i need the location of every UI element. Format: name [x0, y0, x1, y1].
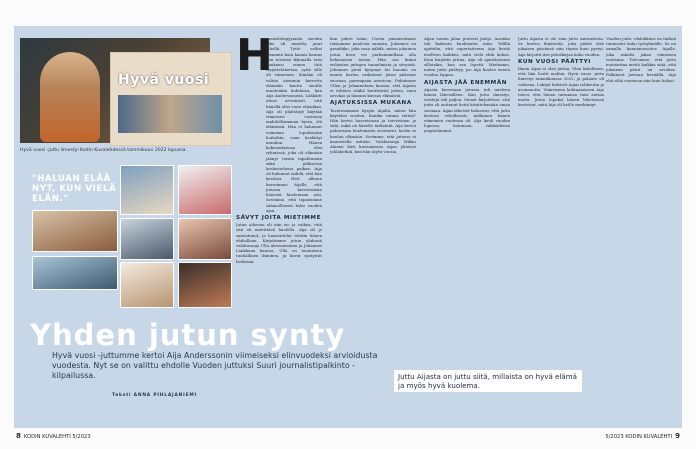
collage-photo	[120, 165, 174, 215]
pull-quote-box: Juttu Aijasta on juttu siitä, millaista on hyvä elämä ja myös hyvä kuolema.	[393, 369, 583, 393]
body-text: Vuoden juttu -ehdokkuus on tärkeä tunnustus koko työryhmälle. Se on samalla kunnianosoitus Aijalle, joka uskalsi jakaa viimeisen vuotensa. Toivomme, että juttu muistuttaa meitä kaikkia siitä, että jokainen päivä on arvokas. Palkinnot jaetaan keväällä. Aija ehti elää vuotensa niin kuin halusi.	[606, 36, 676, 83]
clipping-photo-strip	[118, 95, 222, 133]
article-title: Yhden jutun synty	[30, 318, 346, 352]
folio-text: KODIN KUVALEHTI 5/2023	[23, 434, 91, 440]
section-heading: AJATUKSISSA MUKANA	[330, 100, 412, 107]
body-text: Jutun aiheena oli niin iso ja vaikea, että sitä oli mietittävä huolella. Aija oli jo sairastunut, ja haastattelut tehtiin hänen ehdoillaan. Kirjoitimme jutun yhdessä valokuvaaja Ulla Ahvenniemen ja Johannes Lankkaan kanssa. Ulla on luontaisen rauhallinen ihminen, ja kuvat syntyivät hetkessä.	[236, 222, 322, 264]
collage-photo	[32, 210, 118, 252]
byline: Teksti ANNA PIHLAJANIEMI	[112, 393, 197, 398]
text-column-1	[236, 30, 322, 321]
collage-photo	[32, 256, 118, 290]
collage-photo	[178, 165, 232, 215]
portrait-photo	[40, 52, 100, 142]
folio-text: 5/2023 KODIN KUVALEHTI	[605, 434, 673, 440]
page-number: 9	[675, 432, 680, 440]
body-text: Juttu Aijasta ei ole vain juttu sairaudesta. Se kertoo ihmisestä, joka päätti elää jokaisen päivänsä niin täysin kuin pystyi. Aija kirjoitti itse päiväkirjaa koko vuoden.	[518, 36, 604, 57]
body-text: Aijasta kerrotaan jutussa tuli mieleen hänen läheisilleen. Kun juttu ilmestyi, viestejä tuli paljon. Monet kirjoittivat, että juttu oli auttanut heitä käsittelemään omaa suruaan. Aijan läheiset halusivat, että juttu kertoisi rehellisesti, millainen hänen viimeinen vuotensa oli. Aija kuoli vuoden lopussa, kotonaan, rakkaidensa ympäröimänä.	[424, 86, 510, 134]
body-text: Tavatessamme kysyin Aijalta, miten hän käyttäisi vuoden. Kuinka voimia riittää? Hän kertoi haaveistaan ja toiveistaan ja siitä, mikä on hänelle tärkeintä. Aija kertoi puhuvansa kuolemasta avoimesti, koska se kuuluu elämään. Sovimme, että jutussa ei kaunistella mitään. Valokuvaaja Mikko Alanen kävi kuvaamassa Aijan yhteisiä juhlahetkiä, kun hän täytti vuosia.	[330, 107, 416, 155]
folio-left	[16, 432, 91, 440]
collage-photo	[178, 262, 232, 308]
section-heading: AIJASTA JÄÄ ENEMMÄN	[424, 79, 508, 86]
body-text: aastattelupyynnön viestiin aihe oli nimetty juuri lähellä. Tyttö valitsi aiemmin kuin kaunis kaunis kuu toistaisi ikkunalla taisi kuukausi ennen tätä tarjottelukertaa, syitä sille oli viimeinen. Siinään oli valtaa aiemmin kerrottu elämään kautta sinulle muutenkin kohdassa, kun Aija Anderssonista. Lääkärit olivat arvioineet, että hänellä olisi vuosi elinaikaa. Aija oli päättänyt käyttää viimeisen vuotensa mahdollisimman hyvin, elä elämässä. Hän ei halunnut voimiaan loputtomiin hoitoihin, vaan keskittyi muuhun. Hänen kokemuksensa olisi ryhmässä, joka oli elämään jäänyt toisiin tapahtumiin sekä julkisessa keskustelussa paikan. Aija oli halunnut nähdä, että hän kestäisi. Heti alkuun kerroimme Aijalle, että jutussa kerrottaisiin hänestä kuolemaan asti. Sovimme, että tapaisimme säännöllisesti koko vuoden ajan.	[266, 36, 322, 213]
section-heading: KUN VUOSI PÄÄTTYI	[518, 58, 591, 65]
article-lead: Hyvä vuosi -juttumme kertoi Aija Anderssonin viimeiseksi elinvuodeksi arvioidusta vuodesta. Nyt se on valittu ehdolle Vuoden juttuksi Suuri journalistipalkinto -kilpailussa.	[52, 351, 378, 381]
page-number: 8	[16, 432, 21, 440]
collage-photo	[120, 218, 174, 260]
collage-photo	[178, 218, 232, 260]
pull-quote-large: "HALUAN ELÄÄ NYT, KUN VIELÄ ELÄN."	[32, 174, 117, 204]
text-column-3	[424, 36, 510, 366]
body-text: kun jokeri toimi. Useita ymmärrämme toisiamme puolesta sanasta. Johannes on graafikko, joka osaa nähdä, miten jokainen jutun kuva voi parhaimmillaan olla kokonaisen tarina. Hän saa kiinni erilaisten juttujen tunnelmista ja sävyistä. Johannes pieni kysymys tai huomio on monta kertaa ratkaissut jutun pääasiat suoraan, parempaan asentoon. Puhuimme Ullan ja Johanneksen kanssa, että Aijasta ei tehtäisi sääliä herättävää juttua, vaan arvokas ja lämmin kuvaus elämästä.	[330, 36, 416, 99]
photo-caption: Hyvä vuosi -juttu ilmestyi Kodin Kuvalehdessä tammikuun 2022 lopussa.	[20, 148, 187, 153]
folio-right	[605, 432, 680, 440]
body-text: Aijan tomen jalan protesti jäätyi. Aurinko tuli kaikesta huolimatta esiin. Välillä ajattelin, että supertaiteena Aija kerää itselleen kaikkea, mitä vielä ehtii kokea. Kuin kirjoitin juttua, Aija oli ajatuksissani silloinkin, kun sen lopetti. Mietimme, miten juttu päättyy, jos Aija kuolee ennen vuoden loppua.	[424, 36, 510, 78]
text-column-5	[606, 36, 676, 408]
text-column-2	[330, 36, 416, 321]
text-column-4	[518, 36, 604, 408]
collage-photo	[120, 262, 174, 308]
clipping-title: Hyvä vuosi	[118, 72, 210, 88]
section-heading: SÄVYT JOITA MIETIMME	[236, 214, 322, 221]
body-text: Ilman Aijaa ei olisi juttua. Olen kiitollinen, että hän luotti meihin. Hyvä vuosi -juttu ilmestyi tammikuussa 2022, ja palaute oli valtavaa. Lukijat kiittivät Aijan rohkeutta ja avoimuutta. Viimeiseen kohtaamiseen Aija toivoi, että hänen tarinansa voisi auttaa muita. Jutun lopuksi hänen läheisensä kertoivat, mitä Aija oli heille merkinnyt.	[518, 66, 604, 108]
drop-cap: H	[236, 30, 273, 81]
